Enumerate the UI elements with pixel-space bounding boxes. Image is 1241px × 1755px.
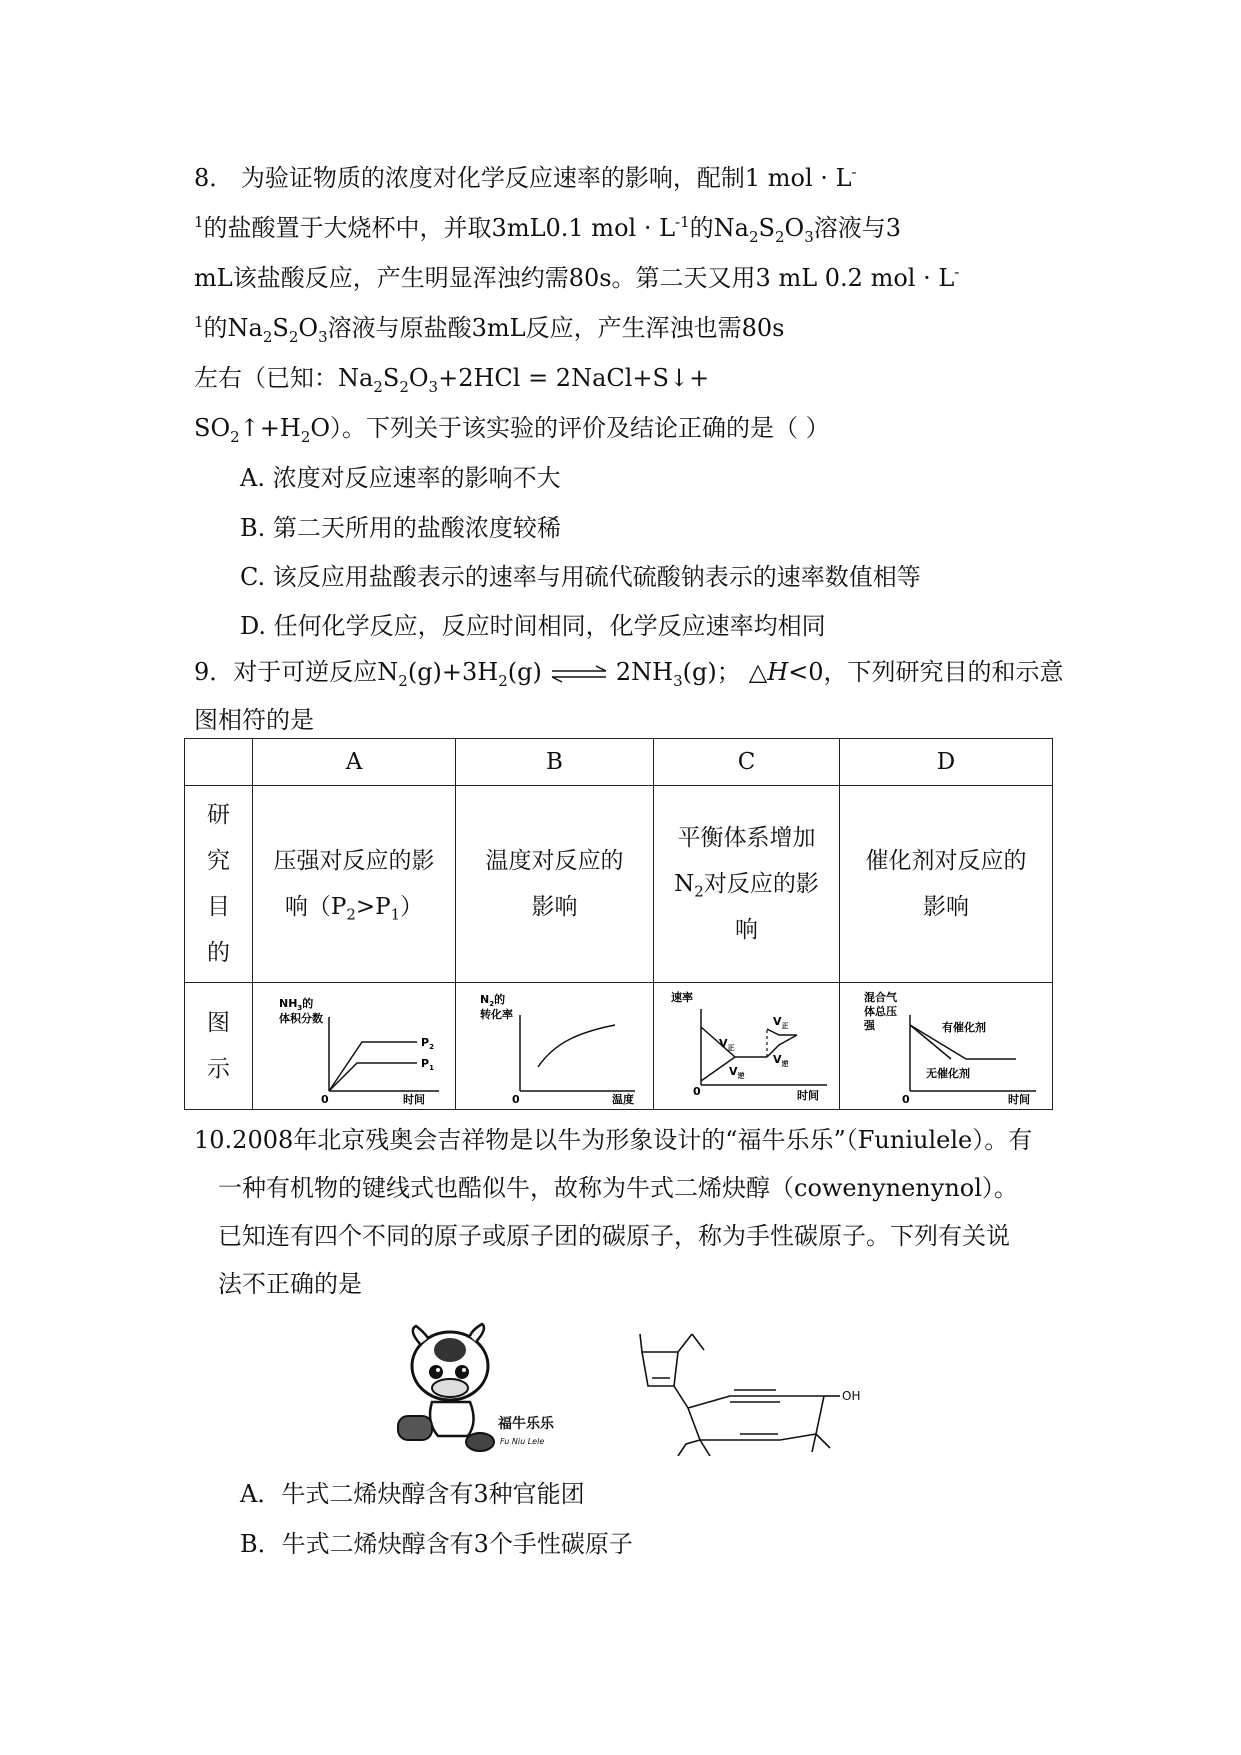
graph-a-svg bbox=[259, 987, 449, 1105]
q8-option-d: D. 任何化学反应，反应时间相同，化学反应速率均相同 bbox=[240, 612, 826, 640]
cell-text: 平衡体系增加 bbox=[677, 825, 816, 851]
purpose-a bbox=[253, 786, 456, 983]
subscript: 2 bbox=[774, 227, 785, 246]
q8-text: 左右（已知：Na bbox=[194, 364, 374, 392]
cell-text: 催化剂对反应的 bbox=[865, 848, 1027, 874]
graph-label: 体积分数 bbox=[279, 1012, 323, 1025]
table-graph-row bbox=[185, 983, 1053, 1110]
q8-line-5: 左右（已知：$Na_2S_2O_3+2HCl$ = 2NaCl+S↓+ bbox=[194, 364, 710, 396]
label-vn-2: $V_逆$ bbox=[772, 1053, 789, 1068]
row-label-char: 研 bbox=[207, 802, 230, 828]
q10-option-a: A．牛式二烯炔醇含有3种官能团 bbox=[240, 1480, 585, 1508]
cell-text: 对反应的影 bbox=[703, 871, 819, 897]
q8-text: 8． 为验证物质的浓度对化学反应速率的影响，配制1 mol · L bbox=[194, 164, 852, 192]
graph-label: $N_2$的 bbox=[479, 993, 505, 1008]
q8-line-1 bbox=[194, 162, 857, 194]
graph-d bbox=[840, 983, 1053, 1110]
cell-text: 影响 bbox=[923, 894, 969, 920]
q8-line-6 bbox=[194, 412, 830, 444]
forward-rate-line bbox=[701, 1027, 767, 1057]
graph-a bbox=[253, 983, 456, 1110]
row-label-char: 的 bbox=[207, 940, 230, 966]
x-label: 时间 bbox=[796, 1089, 819, 1102]
origin-label: 0 bbox=[511, 1093, 520, 1105]
q9-text: H bbox=[767, 658, 789, 686]
q9-text: (g)； bbox=[682, 658, 741, 686]
table-purpose-row bbox=[185, 786, 1053, 983]
header-a: A bbox=[253, 739, 456, 786]
graph-label: 体总压 bbox=[864, 1005, 897, 1018]
graph-label: 强 bbox=[864, 1019, 875, 1032]
subscript: 2 bbox=[694, 882, 704, 901]
x-label: 温度 bbox=[611, 1093, 634, 1105]
reverse-rate-after bbox=[767, 1035, 797, 1057]
x-label: 时间 bbox=[1008, 1093, 1030, 1105]
mascot-caption: 福牛乐乐 bbox=[498, 1416, 554, 1432]
cell-text: 温度对反应的 bbox=[485, 848, 624, 874]
x-label: 时间 bbox=[403, 1093, 425, 1105]
label-p2: $P_2$ bbox=[421, 1036, 434, 1051]
cow-mascot-icon bbox=[390, 1318, 570, 1458]
subscript: 3 bbox=[318, 327, 328, 346]
graph-d-svg bbox=[846, 987, 1046, 1105]
label-with-catalyst: 有催化剂 bbox=[942, 1021, 986, 1034]
subscript: 2 bbox=[498, 671, 508, 690]
cell-text bbox=[654, 861, 839, 907]
cell-text: 响（P bbox=[284, 894, 347, 920]
q8-text: 的Na bbox=[203, 314, 263, 342]
superscript: - bbox=[954, 263, 960, 281]
q8-text: mL该盐酸反应，产生明显浑浊约需80s。第二天又用3 mL 0.2 mol · L bbox=[194, 264, 955, 292]
graph-c bbox=[654, 983, 840, 1110]
skeletal-formula-image bbox=[630, 1326, 860, 1456]
table-corner bbox=[185, 739, 253, 786]
row-label-char: 究 bbox=[207, 848, 230, 874]
row-label-graph bbox=[185, 983, 253, 1110]
header-c: C bbox=[654, 739, 840, 786]
subscript: 2 bbox=[300, 427, 311, 446]
q8-line-3 bbox=[194, 262, 959, 294]
superscript: 1 bbox=[194, 213, 204, 231]
q9-stem-2: 图相符的是 bbox=[194, 706, 314, 734]
superscript: 1 bbox=[194, 313, 204, 331]
subscript: 3 bbox=[428, 377, 439, 396]
q9-text: <0，下列研究目的和示意 bbox=[788, 658, 1064, 686]
curve-p2 bbox=[329, 1042, 417, 1091]
q9-text: (g)+3H bbox=[407, 658, 499, 686]
label-vz-2: $V_正$ bbox=[772, 1015, 789, 1030]
q10-line-4: 法不正确的是 bbox=[218, 1270, 362, 1298]
header-b: B bbox=[456, 739, 654, 786]
q8-text: O）。下列关于该实验的评价及结论正确的是（ ） bbox=[310, 414, 830, 442]
molecule-structure-icon bbox=[630, 1326, 860, 1456]
label-p1: $P_1$ bbox=[421, 1057, 434, 1072]
cell-text: 压强对反应的影 bbox=[273, 848, 435, 874]
q8-text: 的盐酸置于大烧杯中，并取3mL0.1 mol · L bbox=[203, 214, 676, 242]
purpose-b bbox=[456, 786, 654, 983]
q8-option-a: A. 浓度对反应速率的影响不大 bbox=[240, 464, 561, 492]
row-label-purpose bbox=[185, 786, 253, 983]
q9-text: 9．对于可逆反应N bbox=[194, 658, 399, 686]
cell-text: ） bbox=[400, 894, 424, 920]
cell-text: 响 bbox=[735, 917, 758, 943]
q8-option-b: B. 第二天所用的盐酸浓度较稀 bbox=[240, 514, 561, 542]
mascot-image bbox=[390, 1318, 570, 1458]
subscript: 2 bbox=[748, 227, 759, 246]
delta-icon: △ bbox=[748, 658, 768, 686]
superscript: - bbox=[851, 163, 857, 181]
q8-text: +2HCl = 2NaCl+S↓+ bbox=[438, 364, 710, 392]
q10-line-1: 10.2008年北京残奥会吉祥物是以牛为形象设计的“福牛乐乐”（Funiulele）。有 bbox=[194, 1126, 1033, 1154]
subscript: 2 bbox=[373, 377, 383, 396]
purpose-d bbox=[840, 786, 1053, 983]
graph-b-svg bbox=[460, 987, 650, 1105]
cell-text: N bbox=[674, 871, 695, 897]
superscript: -1 bbox=[675, 213, 690, 231]
graph-label: 速率 bbox=[670, 991, 693, 1004]
graph-b bbox=[456, 983, 654, 1110]
table-header-row bbox=[185, 739, 1053, 786]
row-label-char: 目 bbox=[207, 894, 230, 920]
subscript: 2 bbox=[230, 427, 240, 446]
q8-option-c: C. 该反应用盐酸表示的速率与用硫代硫酸钠表示的速率数值相等 bbox=[240, 563, 921, 591]
q8-line-4: $^1$的$Na_2S_2O_3$溶液与原盐酸3mL反应，产生浑浊也需80s bbox=[194, 313, 785, 346]
conversion-curve bbox=[538, 1025, 615, 1067]
graph-label: $NH_3$的 bbox=[279, 997, 314, 1012]
header-d: D bbox=[840, 739, 1053, 786]
mascot-caption-sub: Fu Niu Lele bbox=[500, 1437, 545, 1446]
q9-stem bbox=[194, 656, 1064, 688]
q8-text: ↑+H bbox=[239, 414, 301, 442]
origin-label: 0 bbox=[321, 1093, 329, 1105]
row-label-char: 示 bbox=[207, 1056, 230, 1082]
label-vn: $V_逆$ bbox=[728, 1065, 745, 1080]
q8-text: 溶液与3 bbox=[813, 214, 902, 242]
graph-label: 混合气 bbox=[864, 991, 897, 1004]
origin-label: 0 bbox=[692, 1085, 701, 1098]
q10-option-b: B．牛式二烯炔醇含有3个手性碳原子 bbox=[240, 1530, 633, 1558]
equilibrium-arrow-icon bbox=[548, 664, 610, 684]
graph-label: 转化率 bbox=[479, 1008, 513, 1021]
q8-line-2: $^1$的盐酸置于大烧杯中，并取3mL0.1 mol · $L^{-1}$的$Na_2S_2O_3$溶液与3 bbox=[194, 213, 902, 246]
q10-line-2: 一种有机物的键线式也酷似牛，故称为牛式二烯炔醇（cowenynenynol）。 bbox=[218, 1174, 1018, 1202]
subscript: 3 bbox=[673, 671, 683, 690]
q9-text: 2NH bbox=[615, 658, 674, 686]
subscript: 3 bbox=[804, 227, 814, 246]
origin-label: 0 bbox=[902, 1093, 910, 1105]
label-without-catalyst: 无催化剂 bbox=[926, 1067, 970, 1080]
cell-text bbox=[253, 884, 455, 930]
q10-line-3: 已知连有四个不同的原子或原子团的碳原子，称为手性碳原子。下列有关说 bbox=[218, 1222, 1010, 1250]
subscript: 2 bbox=[288, 327, 299, 346]
q9-table bbox=[184, 738, 1053, 1110]
q8-text: 溶液与原盐酸3mL反应，产生浑浊也需80s bbox=[327, 314, 785, 342]
label-vz: $V_正$ bbox=[718, 1037, 735, 1052]
purpose-c bbox=[654, 786, 840, 983]
subscript: 2 bbox=[399, 377, 409, 396]
cell-text: 影响 bbox=[531, 894, 578, 920]
curve-p1 bbox=[329, 1063, 417, 1091]
cell-text: >P bbox=[355, 894, 391, 920]
q8-text: 的Na bbox=[689, 214, 749, 242]
q9-text: (g) bbox=[507, 658, 542, 686]
subscript: 2 bbox=[398, 671, 408, 690]
subscript: 2 bbox=[262, 327, 273, 346]
subscript: 1 bbox=[390, 905, 401, 924]
q8-text: SO bbox=[194, 414, 231, 442]
oh-label: OH bbox=[842, 1389, 860, 1403]
row-label-char: 图 bbox=[207, 1010, 230, 1036]
subscript: 2 bbox=[346, 905, 356, 924]
graph-c-svg bbox=[657, 987, 837, 1105]
